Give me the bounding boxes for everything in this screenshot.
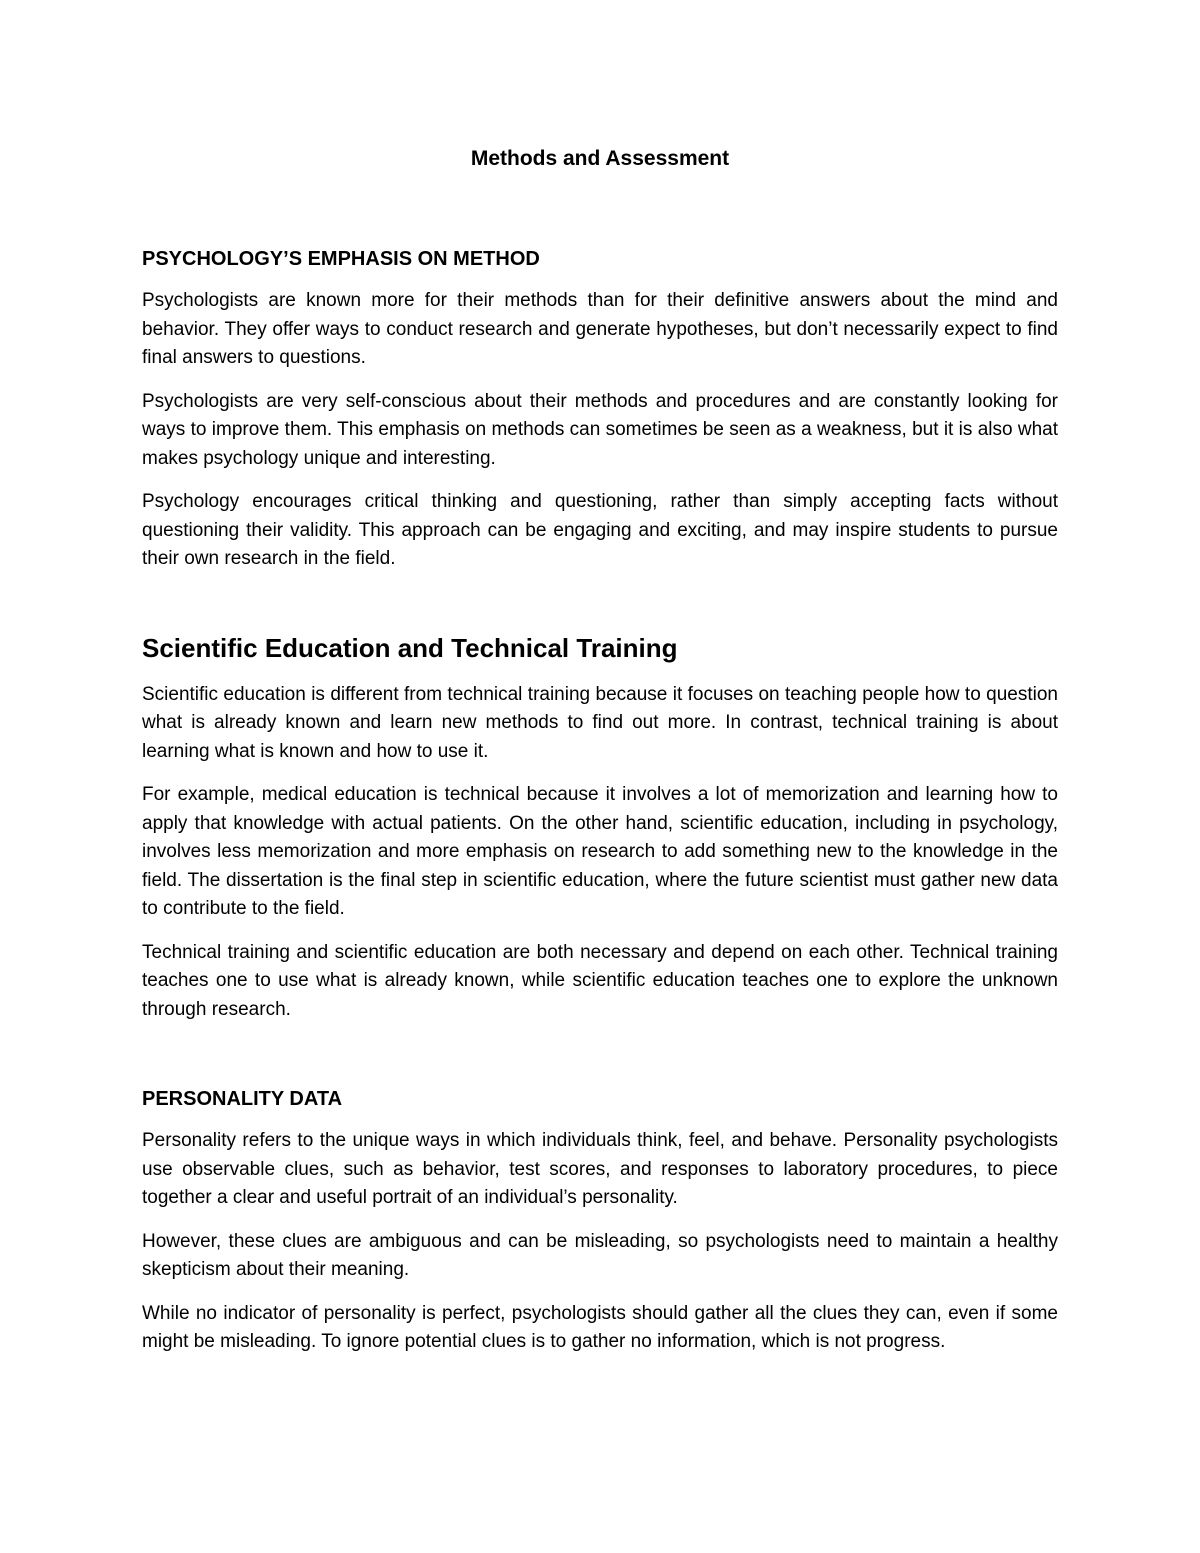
section-scientific-education: [142, 631, 1058, 1025]
paragraph: Technical training and scientific education are both necessary and depend on each other. Technical training teaches one to use what is already known, while scientific education teaches one to explore the unknown through research.: [142, 941, 1058, 1020]
paragraph: Psychologists are very self-conscious about their methods and procedures and are constantly looking for ways to improve them. This emphasis on methods can sometimes be seen as a weakness, but it is also what makes psychology unique and interesting.: [142, 390, 1058, 469]
section-spacer: [142, 589, 1058, 631]
paragraph: Psychologists are known more for their methods than for their definitive answers about the mind and behavior. They offer ways to conduct research and generate hypotheses, but don’t necessarily expect to find final answers to questions.: [142, 290, 1058, 368]
document-body: [142, 145, 1058, 1372]
paragraph: Personality refers to the unique ways in which individuals think, feel, and behave. Personality psychologists use observable clues, such as behavior, test scores, and responses to laboratory procedures, to piece together a clear and useful portrait of an individual’s personality.: [142, 1130, 1058, 1208]
paragraph: However, these clues are ambiguous and can be misleading, so psychologists need to maintain a healthy skepticism about their meaning.: [142, 1230, 1058, 1280]
section-heading: PERSONALITY DATA: [142, 1088, 343, 1110]
paragraph: Psychology encourages critical thinking and questioning, rather than simply accepting facts without questioning their validity. This approach can be engaging and exciting, and may inspire students to pursue their own research in the field.: [142, 491, 1058, 569]
section-spacer: [142, 1039, 1058, 1085]
section-heading: Scientific Education and Technical Training: [142, 632, 678, 663]
paragraph: While no indicator of personality is perfect, psychologists should gather all the clues they can, even if some might be misleading. To ignore potential clues is to gather no information, which is not progress.: [142, 1302, 1058, 1352]
paragraph: Scientific education is different from technical training because it focuses on teaching people how to question what is already known and learn new methods to find out more. In contrast, technical training is about learning what is known and how to use it.: [142, 683, 1058, 762]
section-personality-data: [142, 1085, 1058, 1357]
document-title: Methods and Assessment: [470, 147, 730, 170]
section-heading: PSYCHOLOGY’S EMPHASIS ON METHOD: [142, 248, 540, 270]
section-method: [142, 245, 1058, 574]
paragraph: For example, medical education is technical because it involves a lot of memorization and learning how to apply that knowledge with actual patients. On the other hand, scientific education, including in psychology, involves less memorization and more emphasis on research to add something new to the knowledge in the field. The dissertation is the final step in scientific education, where the future scientist must gather new data to contribute to the field.: [142, 784, 1058, 919]
